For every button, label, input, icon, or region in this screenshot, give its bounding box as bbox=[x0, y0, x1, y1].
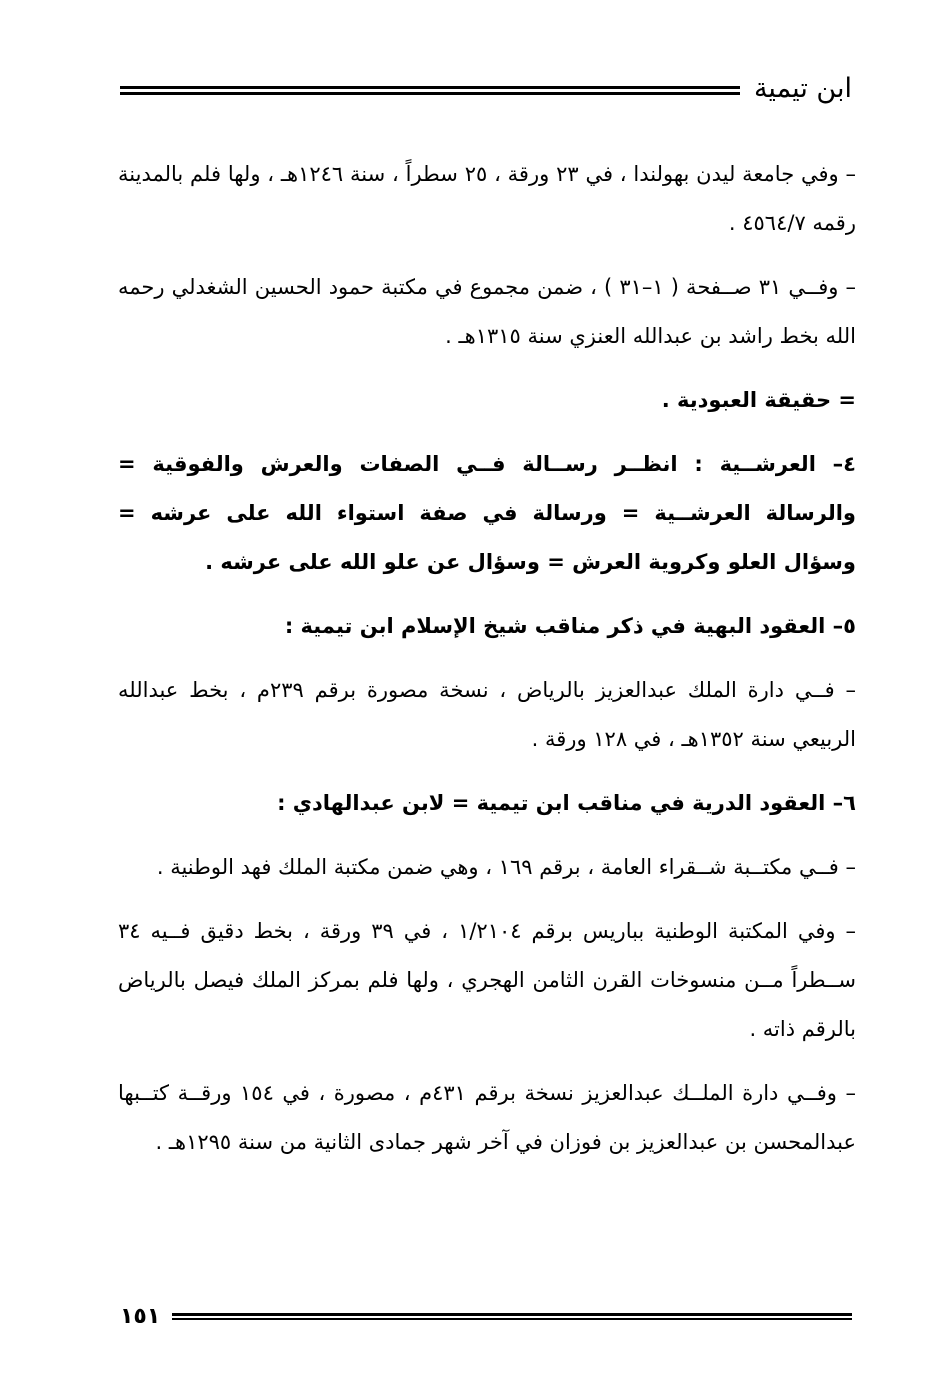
entry-heading-5: ٥– العقود البهية في ذكر مناقب شيخ الإسلام ابن تيمية : bbox=[284, 614, 856, 638]
page-footer bbox=[120, 1296, 852, 1336]
running-header bbox=[120, 66, 852, 110]
manuscript-entry-shaghdali: – وفــي ٣١ صــفحة ( ١–٣١ ) ، ضمن مجموع في مكتبة حمود الحسين الشغدلي رحمه الله بخط راشد بن عبدالله العنزي سنة ١٣١٥هـ . bbox=[118, 275, 856, 348]
entry-heading-4: ٤– العرشــية : انظــر رســالة فــي الصفات والعرش والفوقية = والرسالة العرشــية = ورسالة في صفة استواء الله على عرشه = وسؤال العلو وكروية العرش = وسؤال عن علو الله على عرشه . bbox=[118, 452, 856, 574]
manuscript-entry-shaqra: – فــي مكتــبة شــقراء العامة ، برقم ١٦٩ ، وهي ضمن مكتبة الملك فهد الوطنية . bbox=[156, 855, 856, 879]
manuscript-entry-paris: – وفي المكتبة الوطنية بباريس برقم ١/٢١٠٤ ، في ٣٩ ورقة ، بخط دقيق فــيه ٣٤ ســطراً مــن منسوخات القرن الثامن الهجري ، ولها فلم بمركز الملك فيصل بالرياض بالرقم ذاته . bbox=[118, 919, 856, 1041]
footer-rule bbox=[172, 1313, 852, 1320]
entry-heading-6: ٦– العقود الدرية في مناقب ابن تيمية = لابن عبدالهادي : bbox=[277, 791, 856, 815]
manuscript-entry-darah-239: – فــي دارة الملك عبدالعزيز بالرياض ، نسخة مصورة برقم ٢٣٩م ، بخط عبدالله الربيعي سنة ١٣٥٢هـ ، في ١٢٨ ورقة . bbox=[118, 678, 857, 751]
header-double-rule bbox=[120, 86, 740, 95]
running-header-title: ابن تيمية bbox=[753, 72, 852, 104]
manuscript-entry-darah-431: – وفــي دارة الملــك عبدالعزيز نسخة برقم ٤٣١م ، مصورة ، في ١٥٤ ورقــة كتــبها عبدالمحسن بن عبدالعزيز بن فوزان في آخر شهر جمادى الثانية من سنة ١٢٩٥هـ . bbox=[118, 1081, 856, 1154]
cross-reference-heading: = حقيقة العبودية . bbox=[661, 388, 856, 412]
page-body bbox=[118, 150, 856, 1182]
page-number: ١٥١ bbox=[120, 1303, 161, 1329]
manuscript-entry-leiden: – وفي جامعة ليدن بهولندا ، في ٢٣ ورقة ، ٢٥ سطراً ، سنة ١٢٤٦هـ ، ولها فلم بالمدينة رقمه ٤٥٦٤/٧ . bbox=[118, 162, 856, 235]
